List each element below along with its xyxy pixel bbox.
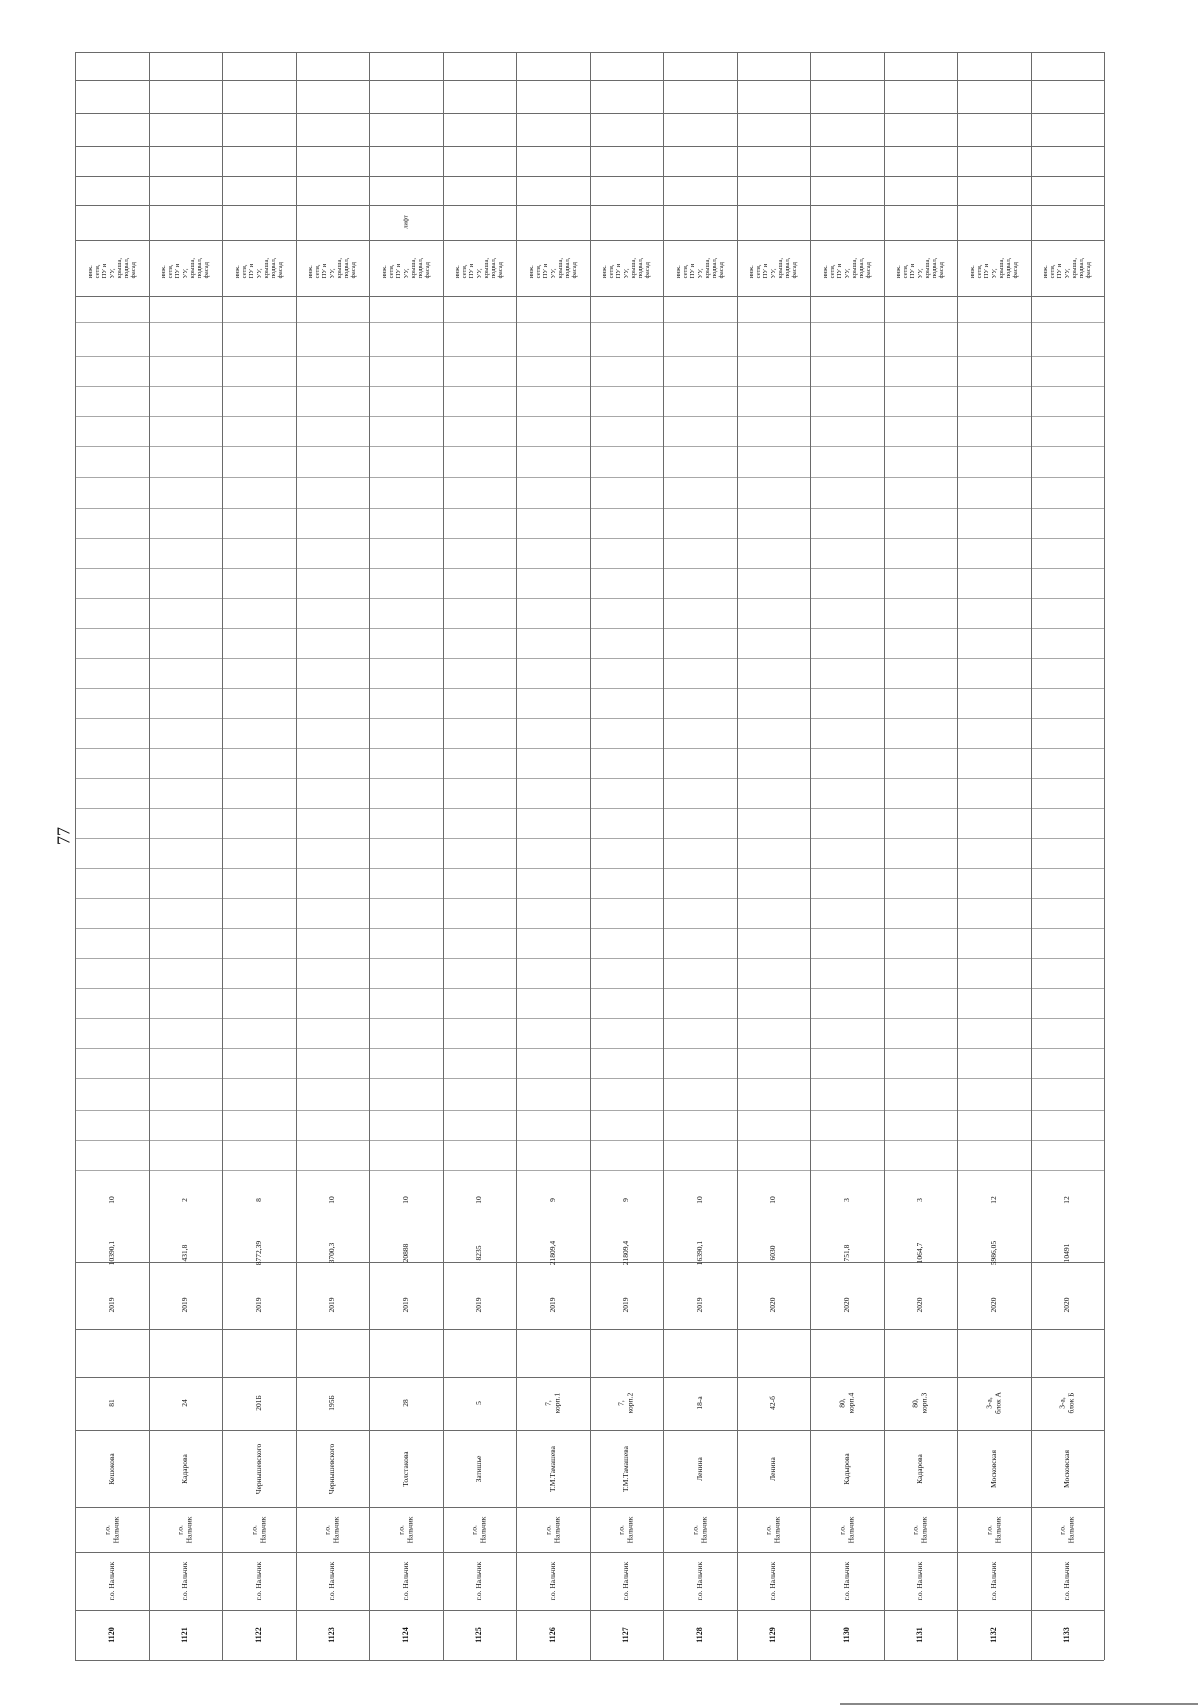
grid-line: [663, 52, 664, 1660]
locality-cell: г.о. Нальчик: [910, 1516, 929, 1544]
year-cell: 2020: [841, 1297, 851, 1313]
extra-work-cell: лифт: [402, 215, 410, 229]
street-cell: Ленина: [768, 1457, 777, 1481]
row-number: 1128: [694, 1627, 704, 1643]
locality-cell: г.о. Нальчик: [1057, 1516, 1076, 1544]
street-cell: Кадырова: [841, 1453, 851, 1485]
street-cell: Ленина: [694, 1457, 704, 1481]
grid-line: [516, 52, 517, 1660]
house-number-cell: 18-а: [694, 1396, 704, 1410]
street-cell: Т.М.Тамашева: [621, 1446, 630, 1492]
area-cell: 10491: [1062, 1243, 1071, 1263]
street-cell: Кадарова: [915, 1454, 924, 1484]
municipality-cell: г.о. Нальчик: [915, 1561, 924, 1601]
grid-line: [75, 1660, 1104, 1661]
house-number-cell: 80, корп.3: [910, 1392, 929, 1414]
street-cell: Московская: [1062, 1450, 1071, 1488]
row-number: 1131: [915, 1627, 924, 1643]
municipality-cell: г.о. Нальчик: [327, 1561, 336, 1601]
works-cell: инж. сети, ПУ и УУ, крыша, подвал, фасад: [307, 257, 358, 279]
street-cell: Кадарова: [180, 1454, 189, 1484]
municipality-cell: г.о. Нальчик: [841, 1561, 851, 1601]
floors-cell: 3: [841, 1198, 851, 1202]
row-number: 1121: [180, 1627, 189, 1643]
year-cell: 2020: [915, 1297, 924, 1313]
floors-cell: 12: [1062, 1196, 1071, 1204]
floors-cell: 10: [694, 1196, 704, 1204]
year-cell: 2019: [621, 1297, 630, 1313]
row-number: 1133: [1062, 1627, 1071, 1643]
area-cell: 16390,1: [694, 1240, 704, 1266]
floors-cell: 12: [988, 1196, 998, 1204]
locality-cell: г.о. Нальчик: [984, 1516, 1002, 1544]
municipality-cell: г.о. Нальчик: [547, 1561, 557, 1601]
year-cell: 2019: [694, 1297, 704, 1313]
street-cell: Чернышевского: [253, 1443, 263, 1495]
municipality-cell: г.о. Нальчик: [621, 1561, 630, 1601]
year-cell: 2019: [106, 1297, 116, 1313]
grid-line: [884, 52, 885, 1660]
house-number-cell: 7, корп.2: [616, 1392, 635, 1414]
locality-cell: г.о. Нальчик: [763, 1516, 782, 1544]
grid-line: [957, 52, 958, 1660]
municipality-cell: г.о. Нальчик: [474, 1561, 483, 1601]
row-number: 1126: [547, 1627, 557, 1643]
municipality-cell: г.о. Нальчик: [694, 1561, 704, 1601]
works-cell: инж. сети, ПУ и УУ, крыша, подвал, фасад: [380, 257, 431, 279]
year-cell: 2019: [547, 1297, 557, 1313]
locality-cell: г.о. Нальчик: [469, 1516, 488, 1544]
street-cell: Т.М.Тамашева: [547, 1446, 557, 1492]
row-number: 1132: [988, 1627, 998, 1643]
area-cell: 8235: [474, 1245, 483, 1261]
municipality-cell: г.о. Нальчик: [253, 1561, 263, 1601]
locality-cell: г.о. Нальчик: [175, 1516, 194, 1544]
row-number: 1124: [400, 1627, 410, 1643]
locality-cell: г.о. Нальчик: [690, 1516, 708, 1544]
house-number-cell: 201Б: [253, 1395, 263, 1411]
house-number-cell: 195Б: [327, 1395, 336, 1411]
year-cell: 2019: [400, 1297, 410, 1313]
street-cell: Чернышевского: [327, 1443, 336, 1495]
year-cell: 2020: [988, 1297, 998, 1313]
works-cell: инж. сети, ПУ и УУ, крыша, подвал, фасад: [674, 257, 725, 279]
house-number-cell: 81: [106, 1399, 116, 1407]
street-cell: Толстакова: [400, 1451, 410, 1487]
grid-line: [75, 52, 76, 1660]
locality-cell: г.о. Нальчик: [102, 1516, 120, 1544]
area-cell: 20888: [400, 1243, 410, 1263]
works-cell: инж. сети, ПУ и УУ, крыша, подвал, фасад: [968, 257, 1019, 279]
area-cell: 8772,39: [253, 1240, 263, 1266]
house-number-cell: 7, корп.1: [543, 1392, 561, 1414]
area-cell: 10390,1: [106, 1240, 116, 1266]
floors-cell: 10: [400, 1196, 410, 1204]
year-cell: 2019: [474, 1297, 483, 1313]
row-number: 1127: [621, 1627, 630, 1643]
area-cell: 21809,4: [547, 1240, 557, 1266]
locality-cell: г.о. Нальчик: [543, 1516, 561, 1544]
municipality-cell: г.о. Нальчик: [400, 1561, 410, 1601]
grid-line: [1031, 52, 1032, 1660]
floors-cell: 10: [768, 1196, 777, 1204]
year-cell: 2020: [1062, 1297, 1071, 1313]
municipality-cell: г.о. Нальчик: [180, 1561, 189, 1601]
grid-line: [149, 52, 150, 1660]
row-number: 1129: [768, 1627, 777, 1643]
floors-cell: 9: [547, 1198, 557, 1202]
year-cell: 2019: [253, 1297, 263, 1313]
grid-line: [296, 52, 297, 1660]
area-cell: 21809,4: [621, 1240, 630, 1266]
municipality-cell: г.о. Нальчик: [1062, 1561, 1071, 1601]
municipality-cell: г.о. Нальчик: [988, 1561, 998, 1601]
locality-cell: г.о. Нальчик: [837, 1516, 855, 1544]
locality-cell: г.о. Нальчик: [616, 1516, 635, 1544]
street-cell: Затишье: [474, 1455, 483, 1483]
area-cell: 3700,3: [327, 1242, 336, 1264]
year-cell: 2019: [180, 1297, 189, 1313]
works-cell: инж. сети, ПУ и УУ, крыша, подвал, фасад: [821, 257, 872, 279]
house-number-cell: 42-б: [768, 1396, 777, 1410]
row-number: 1123: [327, 1627, 336, 1643]
floors-cell: 10: [474, 1196, 483, 1204]
floors-cell: 10: [106, 1196, 116, 1204]
row-number: 1120: [106, 1627, 116, 1643]
house-number-cell: 3-а, блок А: [984, 1391, 1002, 1415]
works-cell: инж. сети, ПУ и УУ, крыша, подвал, фасад: [601, 257, 652, 279]
house-number-cell: 24: [180, 1399, 189, 1407]
locality-cell: г.о. Нальчик: [322, 1516, 341, 1544]
area-cell: 431,8: [180, 1244, 189, 1262]
row-number: 1130: [841, 1627, 851, 1643]
works-cell: инж. сети, ПУ и УУ, крыша, подвал, фасад: [160, 257, 211, 279]
row-number: 1125: [474, 1627, 483, 1643]
works-cell: инж. сети, ПУ и УУ, крыша, подвал, фасад: [1042, 257, 1093, 279]
floors-cell: 2: [180, 1198, 189, 1202]
works-cell: инж. сети, ПУ и УУ, крыша, подвал, фасад: [895, 257, 946, 279]
house-number-cell: 28: [400, 1399, 410, 1407]
house-number-cell: 3-а, блок Б: [1057, 1392, 1076, 1414]
house-number-cell: 80, корп.4: [837, 1392, 855, 1414]
municipality-cell: г.о. Нальчик: [106, 1561, 116, 1601]
street-cell: Кешокова: [106, 1453, 116, 1485]
page-number: 77: [53, 827, 74, 845]
grid-line: [737, 52, 738, 1660]
floors-cell: 10: [327, 1196, 336, 1204]
works-cell: инж. сети, ПУ и УУ, крыша, подвал, фасад: [748, 257, 799, 279]
floors-cell: 3: [915, 1198, 924, 1202]
area-cell: 6030: [768, 1245, 777, 1261]
area-cell: 751,8: [841, 1244, 851, 1262]
area-cell: 1064,7: [915, 1242, 924, 1264]
works-cell: инж. сети, ПУ и УУ, крыша, подвал, фасад: [454, 257, 505, 279]
locality-cell: г.о. Нальчик: [396, 1516, 414, 1544]
grid-line: [1104, 52, 1105, 1660]
works-cell: инж. сети, ПУ и УУ, крыша, подвал, фасад: [527, 257, 578, 279]
grid-line: [810, 52, 811, 1660]
municipality-cell: г.о. Нальчик: [768, 1561, 777, 1601]
works-cell: инж. сети, ПУ и УУ, крыша, подвал, фасад: [233, 257, 284, 279]
grid-line: [590, 52, 591, 1660]
year-cell: 2019: [327, 1297, 336, 1313]
locality-cell: г.о. Нальчик: [249, 1516, 267, 1544]
house-number-cell: 5: [474, 1401, 483, 1405]
grid-line: [443, 52, 444, 1660]
footer-rule: [840, 1703, 1198, 1705]
grid-line: [222, 52, 223, 1660]
works-cell: инж. сети, ПУ и УУ, крыша, подвал, фасад: [86, 257, 137, 279]
floors-cell: 8: [253, 1198, 263, 1202]
street-cell: Московская: [988, 1450, 998, 1488]
area-cell: 5986,05: [988, 1240, 998, 1266]
grid-line: [369, 52, 370, 1660]
row-number: 1122: [253, 1627, 263, 1643]
floors-cell: 9: [621, 1198, 630, 1202]
year-cell: 2020: [768, 1297, 777, 1313]
